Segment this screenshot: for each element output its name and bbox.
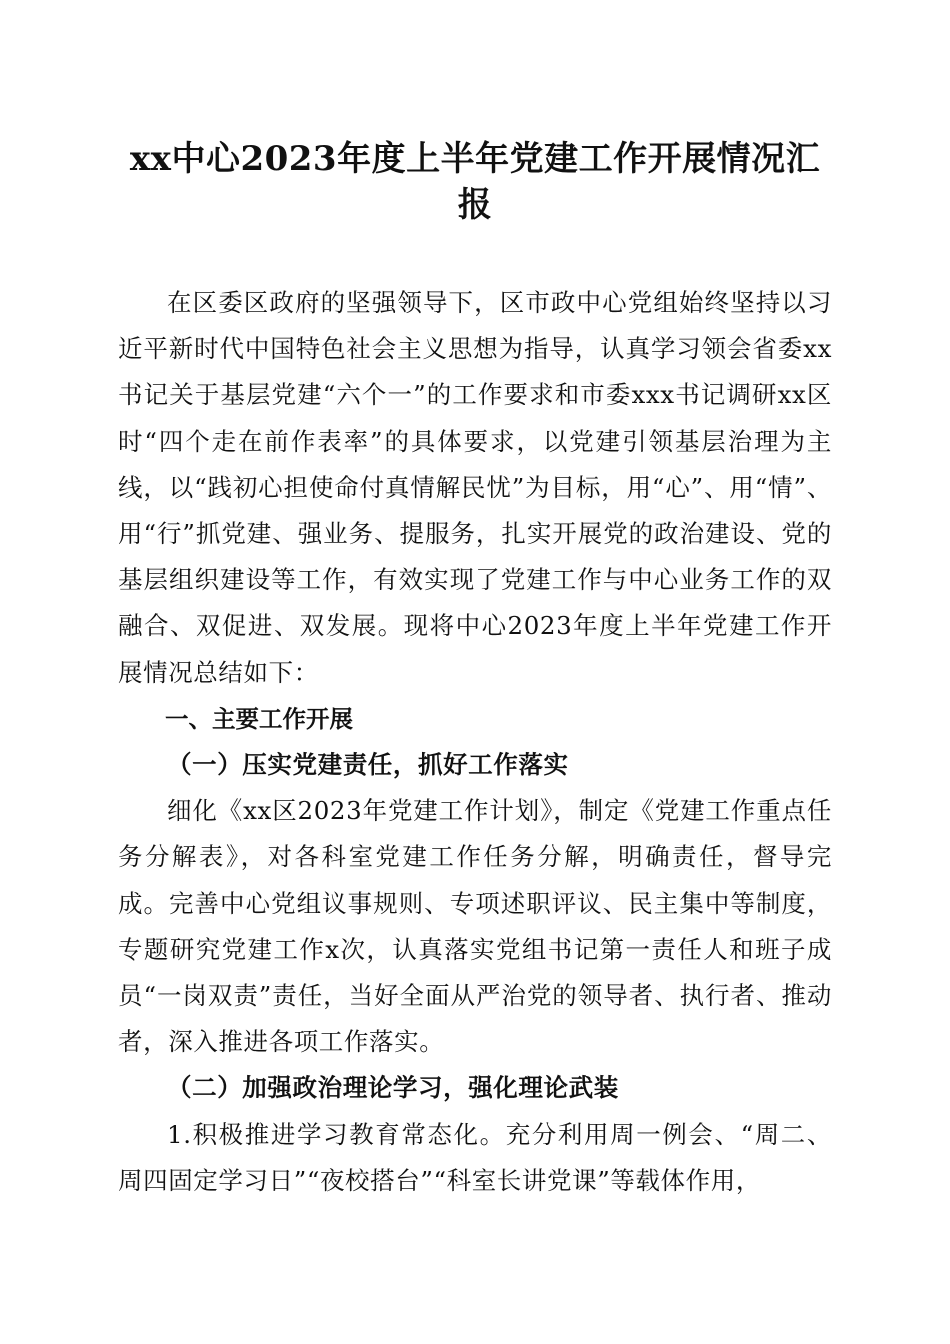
document-title: xx中心2023年度上半年党建工作开展情况汇报 (129, 139, 821, 225)
responsibility-paragraph: 细化《xx区2023年党建工作计划》，制定《党建工作重点任务分解表》，对各科室党建工作任务分解，明确责任，督导完成。完善中心党组议事规则、专项述职评议、民主集中等制度，专题研究党建工作x次，认真落实党组书记第一责任人和班子成员“一岗双责”责任，当好全面从严治党的领导者、执行者、推动者，深入推进各项工作落实。 (118, 796, 832, 1057)
intro-paragraph: 在区委区政府的坚强领导下，区市政中心党组始终坚持以习近平新时代中国特色社会主义思想为指导，认真学习领会省委xx书记关于基层党建“六个一”的工作要求和市委xxx书记调研xx区时“四个走在前作表率”的具体要求，以党建引领基层治理为主线，以“践初心担使命付真情解民忧”为目标，用“心”、用“情”、用“行”抓党建、强业务、提服务，扎实开展党的政治建设、党的基层组织建设等工作，有效实现了党建工作与中心业务工作的双融合、双促进、双发展。现将中心2023年度上半年党建工作开展情况总结如下： (118, 288, 832, 687)
section-heading-main-work: 一、主要工作开展 (165, 704, 353, 733)
subsection-heading-theory-study: （二）加强政治理论学习，强化理论武装 (167, 1073, 619, 1103)
subsection-heading-responsibility: （一）压实党建责任，抓好工作落实 (167, 750, 569, 780)
document-body (118, 280, 832, 1204)
theory-study-paragraph: 1.积极推进学习教育常态化。充分利用周一例会、“周二、周四固定学习日”“夜校搭台”“科室长讲党课”等载体作用， (118, 1119, 832, 1195)
